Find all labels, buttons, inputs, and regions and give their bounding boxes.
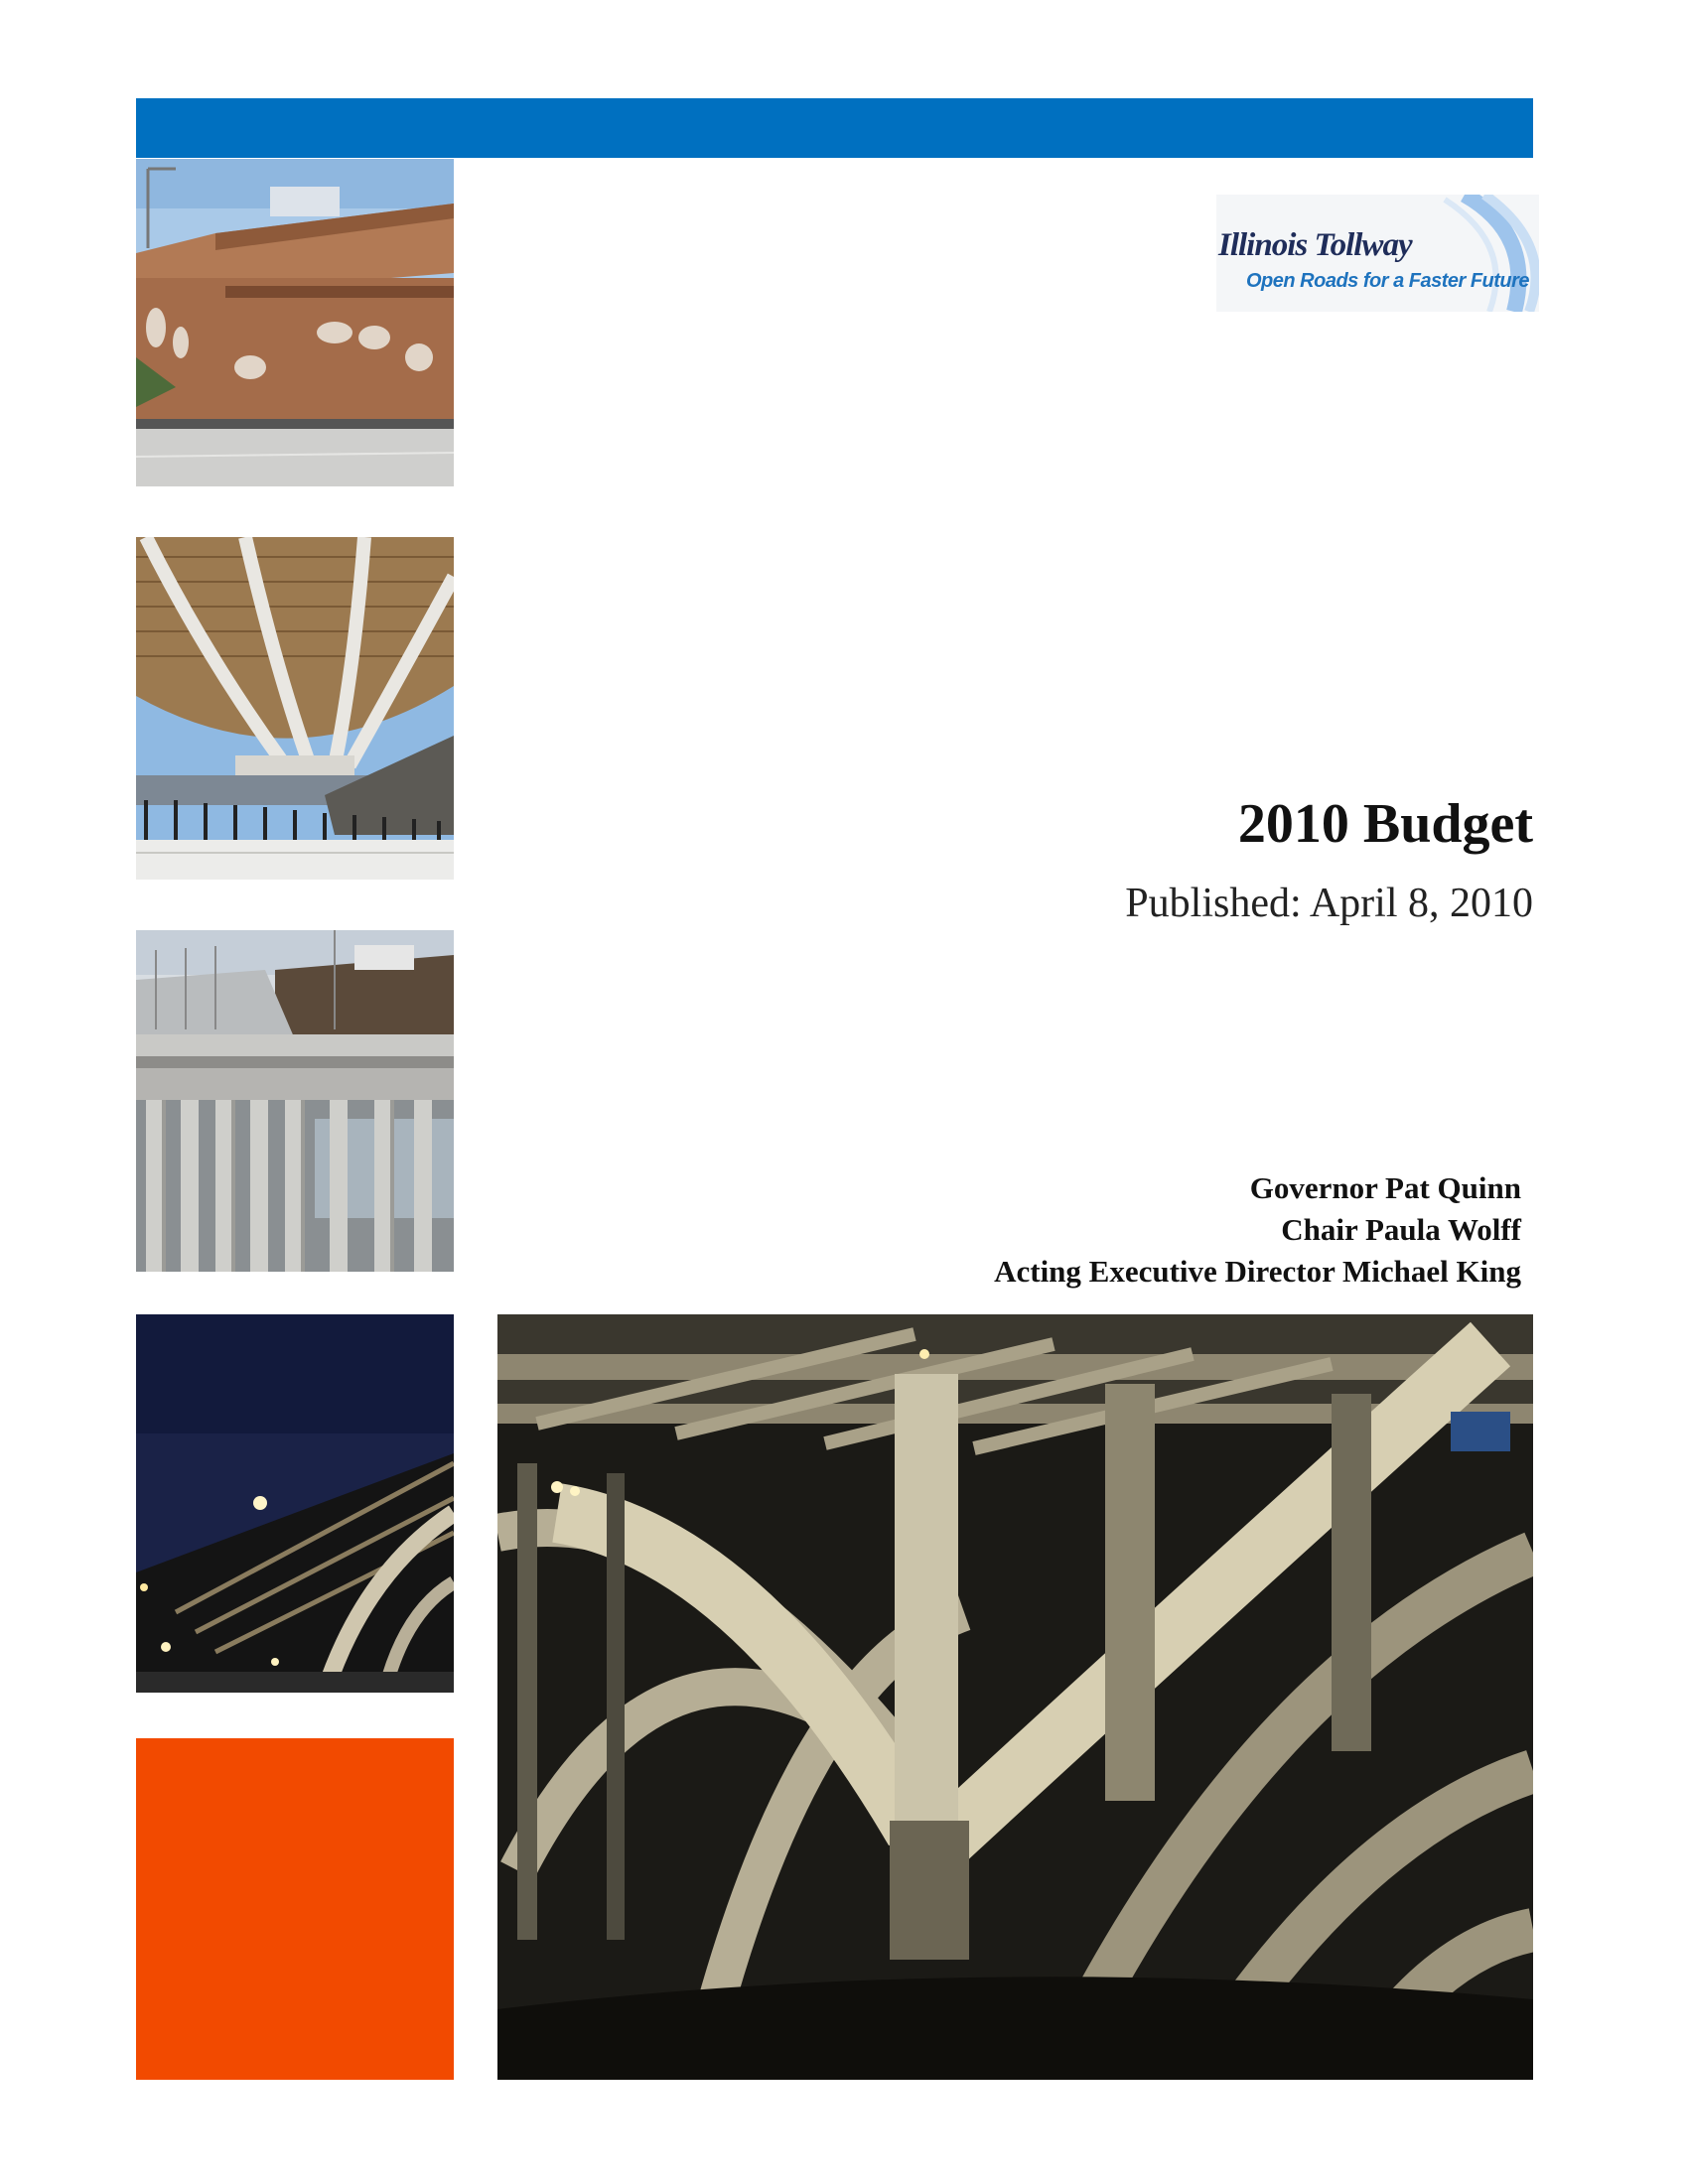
illinois-tollway-logo	[1216, 195, 1539, 312]
official-executive-director: Acting Executive Director Michael King	[994, 1254, 1521, 1289]
bridge-underside-photo-icon	[136, 537, 454, 880]
official-chair: Chair Paula Wolff	[1281, 1212, 1521, 1247]
official-governor: Governor Pat Quinn	[1249, 1170, 1521, 1205]
document-title: 2010 Budget	[1237, 793, 1533, 855]
highway-viaduct-photo-icon	[136, 930, 454, 1272]
logo-name: Illinois Tollway	[1218, 227, 1412, 263]
officials-list	[994, 1167, 1521, 1293]
overpass-photo-icon	[136, 159, 454, 486]
publication-date: Published: April 8, 2010	[1125, 881, 1533, 926]
logo-tagline: Open Roads for a Faster Future	[1246, 270, 1530, 292]
lit-arch-bridge-photo-icon	[497, 1314, 1533, 2080]
orange-accent-block	[136, 1738, 454, 2080]
night-overpass-photo-icon	[136, 1314, 454, 1693]
top-accent-bar	[136, 98, 1533, 158]
